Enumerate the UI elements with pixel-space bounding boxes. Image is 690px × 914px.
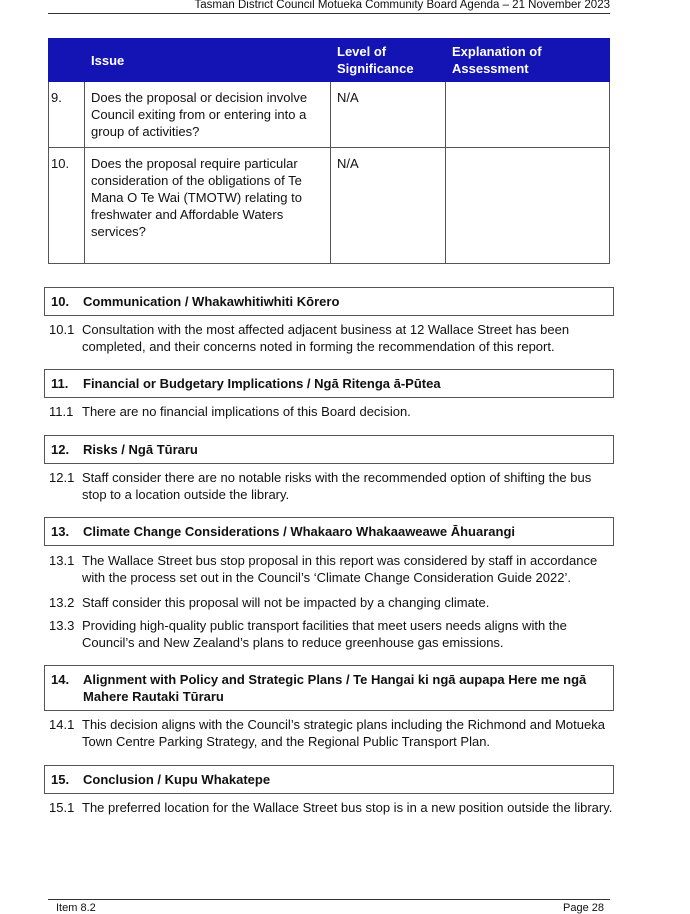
section-heading-conclusion: [44, 765, 614, 794]
table-row: [49, 82, 610, 148]
paragraph: [49, 799, 619, 816]
section-number: 10.: [51, 294, 70, 309]
paragraph-text: There are no financial implications of this Board decision.: [82, 404, 411, 419]
footer-page-number: Page 28: [563, 902, 604, 914]
paragraph-number: 15.1: [49, 800, 75, 815]
footer-item: Item 8.2: [56, 902, 96, 914]
paragraph: [49, 469, 619, 503]
row-explanation: [446, 82, 610, 148]
page-header: [48, 0, 610, 14]
section-number: 13.: [51, 524, 70, 539]
paragraph: [49, 321, 619, 355]
header-title: Tasman District Council Motueka Community Board Agenda – 21 November 2023: [194, 0, 610, 11]
paragraph-number: 10.1: [49, 322, 75, 337]
section-title: Climate Change Considerations / Whakaaro Whakaaweawe Āhuarangi: [83, 524, 515, 539]
paragraph: [49, 716, 619, 750]
section-number: 14.: [51, 672, 70, 687]
paragraph-number: 11.1: [49, 404, 74, 419]
table-row: [49, 148, 610, 264]
page-footer: [48, 899, 610, 914]
row-level: N/A: [331, 82, 446, 148]
section-heading-communication: [44, 287, 614, 316]
paragraph-number: 12.1: [49, 470, 75, 485]
paragraph-number: 13.1: [49, 553, 75, 568]
column-header-level: Level of Significance: [331, 39, 446, 82]
paragraph: [49, 594, 619, 611]
section-number: 11.: [51, 376, 69, 391]
paragraph-number: 13.3: [49, 618, 75, 633]
column-header-issue: Issue: [85, 39, 331, 82]
paragraph-text: The Wallace Street bus stop proposal in this report was considered by staff in accordance with the process set out in the Council’s ‘Climate Change Consideration Guide 2022’.: [82, 553, 598, 585]
row-explanation: [446, 148, 610, 264]
paragraph-number: 13.2: [49, 595, 75, 610]
section-title: Communication / Whakawhitiwhiti Kōrero: [83, 294, 340, 309]
column-header-number: [49, 39, 85, 82]
section-title: Conclusion / Kupu Whakatepe: [83, 772, 271, 787]
section-number: 15.: [51, 772, 70, 787]
column-header-explanation: Explanation of Assessment: [446, 39, 610, 82]
section-title: Financial or Budgetary Implications / Ngā Ritenga ā-Pūtea: [83, 376, 441, 391]
row-number: 10.: [49, 148, 85, 264]
paragraph-text: The preferred location for the Wallace Street bus stop is in a new position outside the library.: [82, 800, 613, 815]
section-title: Risks / Ngā Tūraru: [83, 442, 198, 457]
section-heading-financial: [44, 369, 614, 398]
section-title: Alignment with Policy and Strategic Plans / Te Hangai ki ngā aupapa Here me ngā Mahere Rautaki Tūraru: [83, 672, 587, 704]
paragraph: [49, 617, 619, 651]
paragraph-text: Consultation with the most affected adjacent business at 12 Wallace Street has been completed, and their concerns noted in forming the recommendation of this report.: [82, 322, 570, 354]
section-heading-risks: [44, 435, 614, 464]
section-number: 12.: [51, 442, 70, 457]
row-issue: Does the proposal require particular consideration of the obligations of Te Mana O Te Wai (TMOTW) relating to freshwater and Affordable Waters services?: [85, 148, 331, 264]
paragraph-text: Staff consider this proposal will not be impacted by a changing climate.: [82, 595, 490, 610]
table-header-row: [49, 39, 610, 82]
row-number: 9.: [49, 82, 85, 148]
row-issue: Does the proposal or decision involve Council exiting from or entering into a group of activities?: [85, 82, 331, 148]
row-level: N/A: [331, 148, 446, 264]
section-heading-alignment: [44, 665, 614, 711]
paragraph: [49, 403, 619, 420]
section-heading-climate: [44, 517, 614, 546]
paragraph-text: This decision aligns with the Council’s strategic plans including the Richmond and Motueka Town Centre Parking Strategy, and the Regional Public Transport Plan.: [82, 717, 605, 749]
paragraph-number: 14.1: [49, 717, 75, 732]
significance-assessment-table: [48, 38, 610, 264]
paragraph-text: Providing high-quality public transport facilities that meet users needs aligns with the Council’s and New Zealand’s plans to reduce greenhouse gas emissions.: [82, 618, 567, 650]
paragraph: [49, 552, 619, 586]
paragraph-text: Staff consider there are no notable risks with the recommended option of shifting the bus stop to a location outside the library.: [82, 470, 592, 502]
